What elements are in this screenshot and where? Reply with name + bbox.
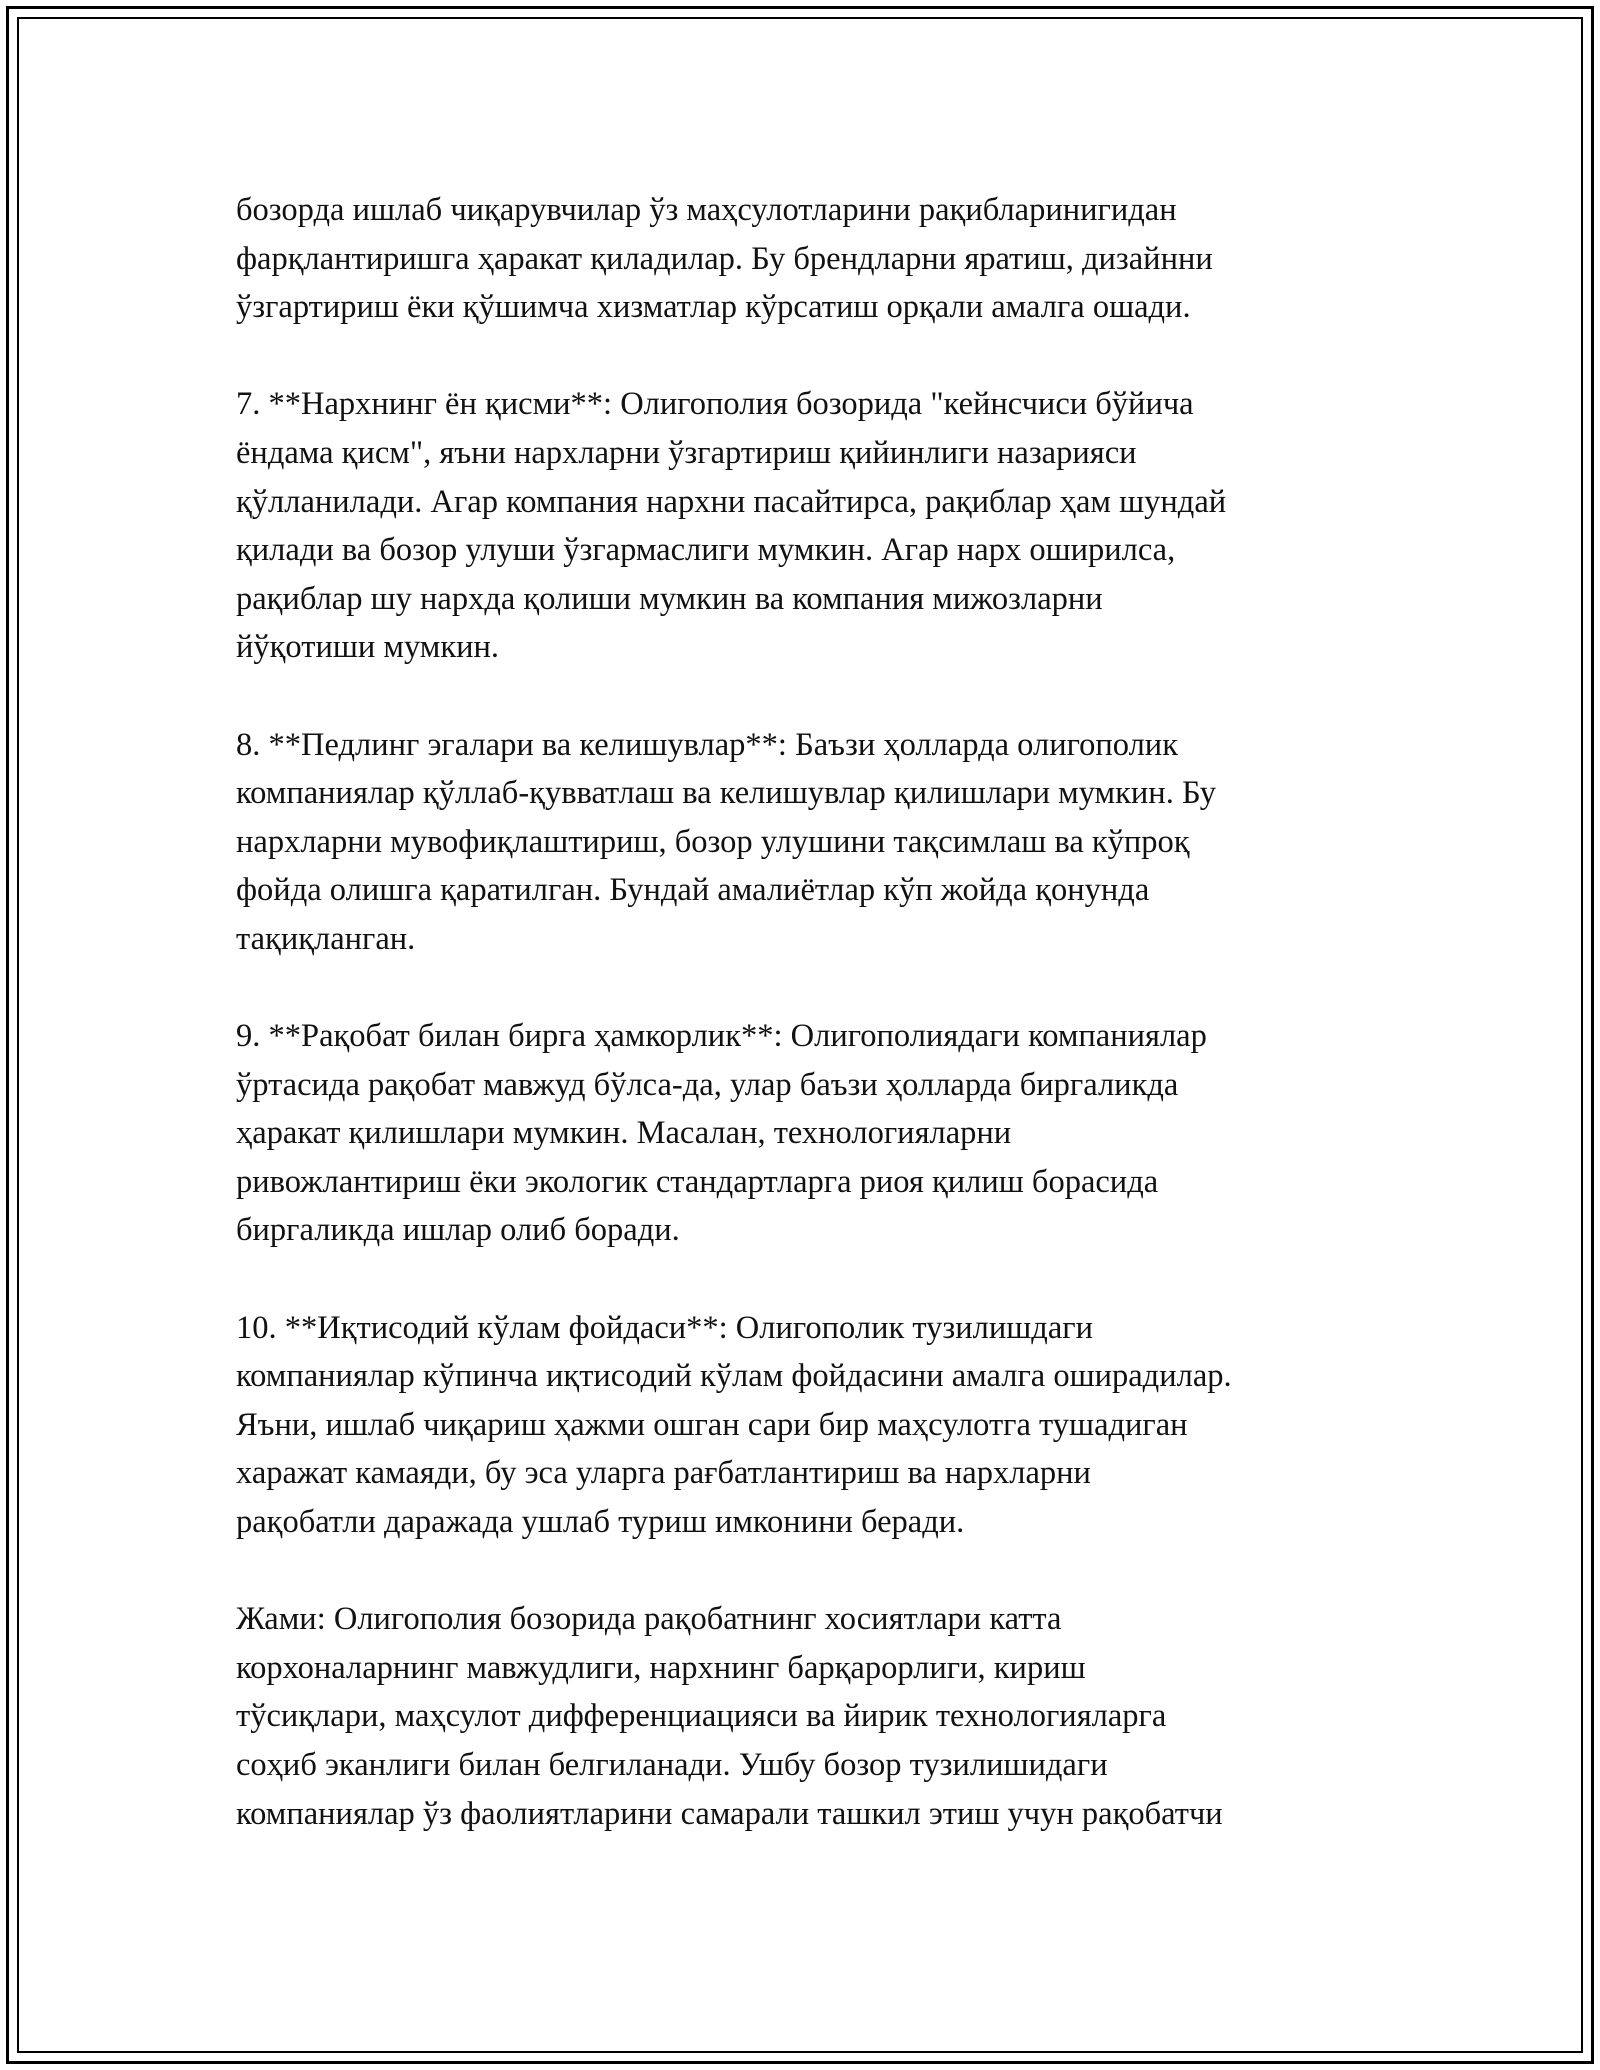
text-line: тўсиқлари, маҳсулот дифференциацияси ва йирик технологияларга (236, 1698, 1167, 1735)
text-line: 8. **Педлинг эгалари ва келишувлар**: Баъзи ҳолларда олигополик (236, 726, 1178, 763)
text-line: соҳиб эканлиги билан белгиланади. Ушбу бозор тузилишидаги (236, 1747, 1108, 1783)
text-line: тақиқланган. (236, 920, 416, 957)
paragraph-item-8 (236, 721, 1366, 964)
text-line: ўртасида рақобат мавжуд бўлса-да, улар баъзи ҳолларда биргаликда (236, 1066, 1179, 1103)
text-line: йўқотиши мумкин. (236, 629, 500, 666)
text-line: 9. **Рақобат билан бирга ҳамкорлик**: Олигополиядаги компаниялар (236, 1018, 1207, 1055)
text-line: фойда олишга қаратилган. Бундай амалиётлар кўп жойда қонунда (236, 872, 1150, 909)
text-line: рақиблар шу нархда қолиши мумкин ва компания мижозларни (236, 580, 1103, 617)
text-line: ҳаракат қилишлари мумкин. Масалан, технологияларни (236, 1115, 1012, 1152)
text-line: компаниялар кўпинча иқтисодий кўлам фойдасини амалга оширадилар. (236, 1358, 1232, 1395)
paragraph-item-7 (236, 380, 1366, 672)
paragraph-summary (236, 1595, 1366, 1838)
text-line: ўзгартириш ёки қўшимча хизматлар кўрсатиш орқали амалга ошади. (236, 289, 1191, 326)
text-line: 7. **Нархнинг ён қисми**: Олигополия бозорида "кейнсчиси бўйича (236, 386, 1194, 423)
text-line: Яъни, ишлаб чиқариш ҳажми ошган сари бир маҳсулотга тушадиган (236, 1406, 1188, 1443)
text-line: компаниялар қўллаб-қувватлаш ва келишувлар қилишлари мумкин. Бу (236, 775, 1217, 812)
text-line: биргаликда ишлар олиб боради. (236, 1212, 680, 1249)
paragraph-intro-continuation (236, 186, 1366, 332)
text-line: бозорда ишлаб чиқарувчилар ўз маҳсулотларини рақибларинигидан (236, 192, 1177, 228)
text-line: нархларни мувофиқлаштириш, бозор улушини тақсимлаш ва кўпроқ (236, 823, 1190, 860)
paragraph-spacer (236, 332, 1366, 381)
text-line: харажат камаяди, бу эса уларга рағбатлантириш ва нархларни (236, 1455, 1091, 1492)
paragraph-item-9 (236, 1012, 1366, 1255)
text-line: қилади ва бозор улуши ўзгармаслиги мумкин. Агар нарх оширилса, (236, 532, 1176, 569)
text-line: қўлланилади. Агар компания нархни пасайтирса, рақиблар ҳам шундай (236, 483, 1227, 520)
text-line: 10. **Иқтисодий кўлам фойдаси**: Олигополик тузилишдаги (236, 1309, 1093, 1346)
text-line: Жами: Олигополия бозорида рақобатнинг хосиятлари катта (236, 1601, 1062, 1638)
text-line: фарқлантиришга ҳаракат қиладилар. Бу брендларни яратиш, дизайнни (236, 240, 1213, 277)
text-line: компаниялар ўз фаолиятларини самарали ташкил этиш учун рақобатчи (236, 1795, 1223, 1832)
paragraph-item-10 (236, 1304, 1366, 1547)
text-line: корхоналарнинг мавжудлиги, нархнинг барқарорлиги, кириш (236, 1649, 1086, 1686)
paragraph-spacer (236, 964, 1366, 1013)
text-line: ривожлантириш ёки экологик стандартларга риоя қилиш борасида (236, 1163, 1159, 1200)
paragraph-spacer (236, 1547, 1366, 1596)
text-line: рақобатли даражада ушлаб туриш имконини беради. (236, 1504, 965, 1541)
document-body (236, 186, 1366, 1838)
text-line: ёндама қисм", яъни нархларни ўзгартириш қийинлиги назарияси (236, 434, 1137, 471)
paragraph-spacer (236, 672, 1366, 721)
paragraph-spacer (236, 1255, 1366, 1304)
